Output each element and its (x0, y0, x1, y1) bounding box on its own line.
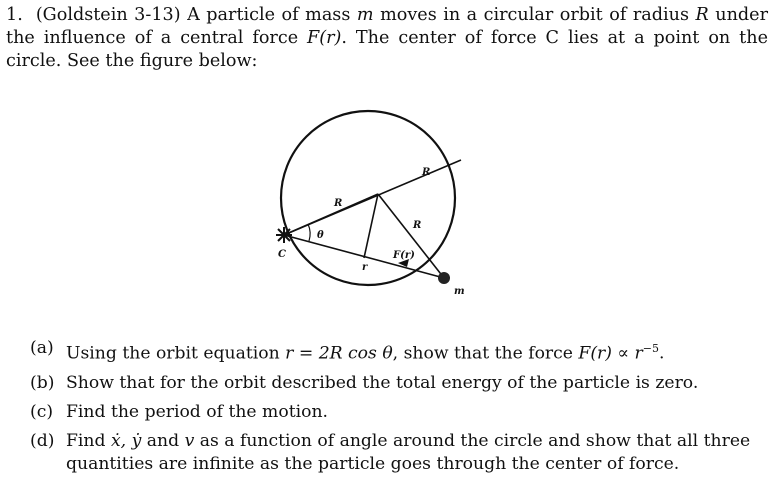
radius-line-right (378, 194, 444, 278)
problem-number: 1. (6, 5, 23, 25)
part-b: (b) Show that for the orbit described the total energy of the particle is zero. (30, 372, 699, 393)
problem-statement (6, 4, 768, 73)
radius-line-left (284, 194, 378, 235)
center-of-force-icon (276, 227, 292, 243)
label-theta: θ (317, 230, 324, 241)
problem-text: 1. (Goldstein 3-13) A particle of mass m moves in a circular orbit of radius R under the influence of a central force F(r). The center of force C lies at a point on the circle. See the figure below: (6, 5, 768, 71)
orbit-figure (270, 98, 470, 303)
label-R-top: R (422, 167, 431, 178)
label-F: F(r) (393, 250, 415, 261)
label-r: r (362, 262, 368, 273)
part-d: (d) Find ẋ, ẏ and v as a function of angle around the circle and show that all three quantities are infinite as the particle goes through the center of force. (30, 430, 751, 474)
label-C: C (278, 249, 286, 260)
label-R-left: R (334, 198, 343, 209)
theta-arc (308, 224, 310, 241)
particle-dot (438, 272, 450, 284)
label-m: m (454, 286, 465, 297)
label-R-mid: R (413, 220, 422, 231)
part-a: (a) Using the orbit equation r = 2R cos θ, show that the force $F(r) \propto r^{-5}$. (30, 338, 665, 364)
question-parts (30, 337, 770, 482)
radius-line-down (364, 194, 378, 258)
part-c: (c) Find the period of the motion. (30, 401, 328, 422)
